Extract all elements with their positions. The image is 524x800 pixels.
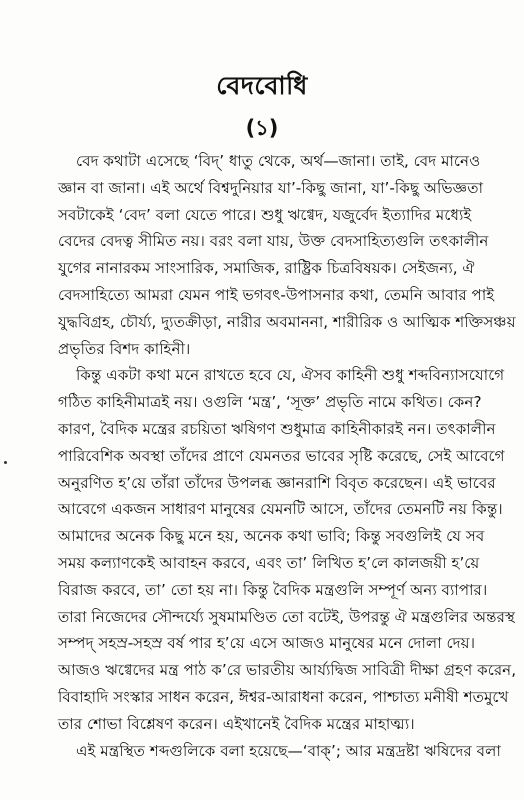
text-line: আজও ঋগ্বেদের মন্ত্র পাঠ ক’রে ভারতীয় আর্য্যদ্বিজ সাবিত্রী দীক্ষা গ্রহণ করেন, (58, 661, 517, 680)
text-line: কিন্তু একটা কথা মনে রাখতে হবে যে, ঐসব কাহিনী শুধু শব্দবিন্যাসযোগে (76, 366, 505, 385)
text-line: সম্পদ্ সহস্র-সহস্র বর্ষ পার হ’য়ে এসে আজও মানুষের মনে দোলা দেয়। (58, 634, 476, 653)
text-line: তার শোভা বিশ্লেষণ করেন। এইখানেই বৈদিক মন্ত্রের মাহাত্ম্য। (58, 714, 415, 733)
text-line: বেদ কথাটা এসেছে ‘বিদ্’ ধাতু থেকে, অর্থ—জানা। তাই, বেদ মানেও (76, 152, 481, 170)
text-line: অনুরণিত হ’য়ে তাঁরা তাঁদের উপলব্ধ জ্ঞানরাশি বিবৃত করেছেন। এই ভাবের (58, 473, 496, 492)
page-title: বেদবোধি (216, 71, 308, 100)
text-line: বিরাজ করবে, তা’ তো হয় না। কিন্তু বৈদিক মন্ত্রগুলি সম্পূর্ণ অন্য ব্যাপার। (58, 580, 488, 599)
margin-mark (4, 461, 7, 464)
text-line: সময় কল্যাণকেই আবাহন করবে, এবং তা’ লিখিত হ’লে কালজয়ী হ’য়ে (58, 553, 480, 572)
text-line: কারণ, বৈদিক মন্ত্রের রচয়িতা ঋষিগণ শুধুমাত্র কাহিনীকারই নন। তৎকালীন (58, 419, 496, 438)
text-line: গঠিত কাহিনীমাত্রই নয়। ওগুলি ‘মন্ত্র’, ‘সূক্ত’ প্রভৃতি নামে কথিত। কেন? (58, 393, 482, 412)
text-line: তারা নিজেদের সৌন্দর্য্যে সুষমামণ্ডিত তো বটেই, উপরন্তু ঐ মন্ত্রগুলির অন্তরস্থ (58, 607, 515, 626)
chapter-number: (১) (245, 116, 279, 140)
text-line: যুদ্ধবিগ্রহ, চৌর্য্য, দ্যুতক্রীড়া, নারীর অবমাননা, শারীরিক ও আত্মিক শক্তিসঞ্চয় (58, 312, 516, 331)
text-line: আবেগে একজন সাধারণ মানুষের যেমনটি আসে, তাঁদের তেমনটি নয় কিন্তু। (58, 500, 503, 519)
text-line: আমাদের অনেক কিছু মনে হয়, অনেক কথা ভাবি; কিন্তু সবগুলিই যে সব (58, 527, 485, 546)
text-line: প্রভৃতির বিশদ কাহিনী। (58, 339, 191, 358)
text-line: সবটাকেই ‘বেদ’ বলা যেতে পারে। শুধু ঋগ্বেদ, যজুর্বেদ ইত্যাদির মধ্যেই (58, 205, 472, 224)
text-line: জ্ঞান বা জানা। এই অর্থে বিশ্বদুনিয়ার যা’-কিছু জানা, যা’-কিছু অভিজ্ঞতা (58, 178, 484, 197)
text-line: পারিবেশিক অবস্থা তাঁদের প্রাণে যেমনতর ভাবের সৃষ্টি করেছে, সেই আবেগে (58, 446, 505, 465)
body-text (58, 148, 517, 764)
text-line: বেদের বেদত্ব সীমিত নয়। বরং বলা যায়, উক্ত বেদসাহিত্যগুলি তৎকালীন (58, 232, 489, 251)
text-line: বিবাহাদি সংস্কার সাধন করেন, ঈশ্বর-আরাধনা করেন, পাশ্চাত্য মনীষী শতমুখে (58, 687, 509, 706)
text-line: যুগের নানারকম সাংসারিক, সমাজিক, রাষ্ট্রিক চিত্রবিষয়ক। সেইজন্য, ঐ (58, 259, 475, 278)
text-line: বেদসাহিত্যে আমরা যেমন পাই ভগবৎ-উপাসনার কথা, তেমনি আবার পাই (58, 285, 495, 304)
text-line: এই মন্ত্রস্থিত শব্দগুলিকে বলা হয়েছে—‘বাক্’; আর মন্ত্রদ্রষ্টা ঋষিদের বলা (76, 741, 501, 760)
